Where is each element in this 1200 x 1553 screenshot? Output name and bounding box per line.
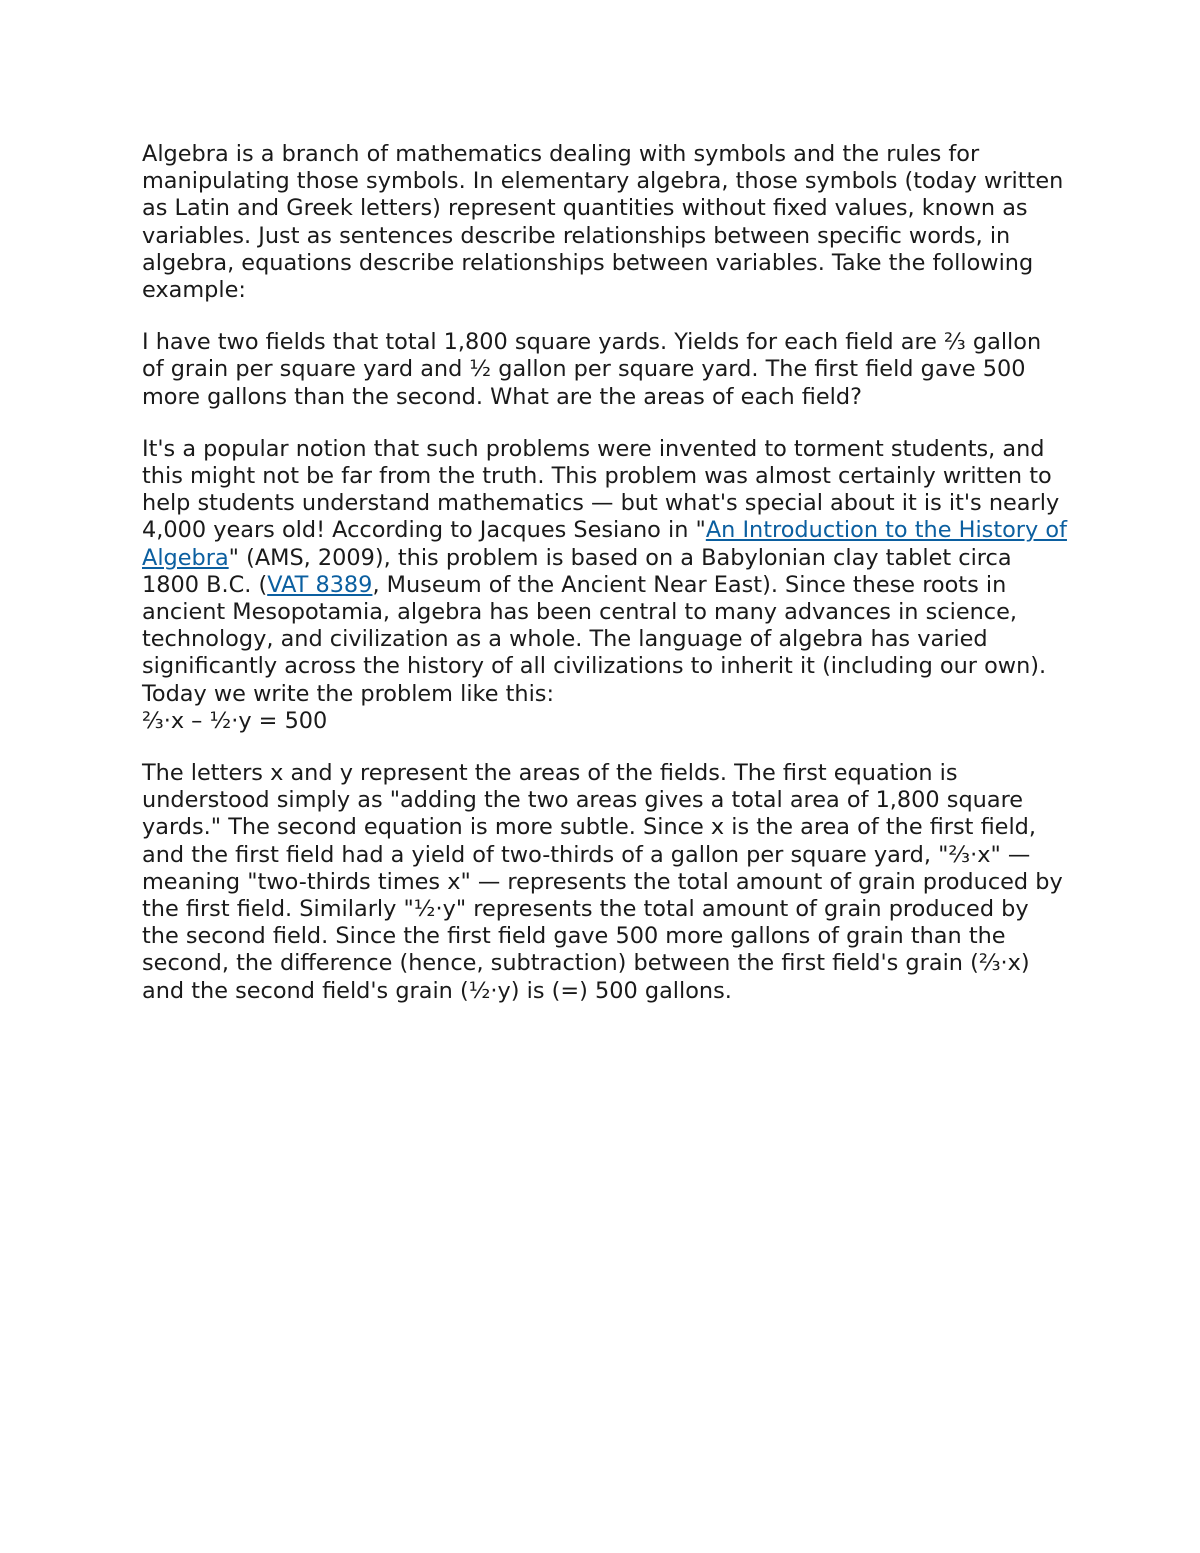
document-body bbox=[142, 141, 1067, 1030]
equation-line: ⅔·x – ½·y = 500 bbox=[142, 707, 328, 734]
paragraph-explanation: The letters x and y represent the areas of the fields. The first equation is understood simply as "adding the two areas gives a total area of 1,800 square yards." The second equation is more subtle. Since x is the area of the first field, and the first field had a yield of two-thirds of a gallon per square yard, "⅔·x" — meaning "two-thirds times x" — represents the total amount of grain produced by the first field. Similarly "½·y" represents the total amount of grain produced by the second field. Since the first field gave 500 more gallons of grain than the second, the difference (hence, subtraction) between the first field's grain (⅔·x) and the second field's grain (½·y) is (=) 500 gallons. bbox=[142, 760, 1063, 1004]
paragraph-intro: Algebra is a branch of mathematics dealing with symbols and the rules for manipulating those symbols. In elementary algebra, those symbols (today written as Latin and Greek letters) represent quantities without fixed values, known as variables. Just as sentences describe relationships between specific words, in algebra, equations describe relationships between variables. Take the following example: bbox=[142, 141, 1064, 304]
history-text-part-2: " (AMS, 2009), this problem is based on a Babylonian clay tablet circa 1800 B.C. ( bbox=[142, 544, 1012, 598]
link-vat-8389[interactable]: VAT 8389 bbox=[267, 571, 373, 598]
history-text-part-3: , Museum of the Ancient Near East). Since these roots in ancient Mesopotamia, algebra has been central to many advances in science, technology, and civilization as a whole. The language of algebra has varied significantly across the history of all civilizations to inherit it (including our own). Today we write the problem like this: bbox=[142, 571, 1047, 707]
paragraph-example-problem: I have two fields that total 1,800 square yards. Yields for each field are ⅔ gallon of grain per square yard and ½ gallon per square yard. The first field gave 500 more gallons than the second. What are the areas of each field? bbox=[142, 329, 1042, 410]
history-text-part-1: It's a popular notion that such problems were invented to torment students, and this might not be far from the truth. This problem was almost certainly written to help students understand mathematics — but what's special about it is it's nearly 4,000 years old! According to Jacques Sesiano in " bbox=[142, 435, 1060, 544]
link-intro-history-algebra[interactable]: An Introduction to the History of Algebra bbox=[142, 517, 1067, 571]
paragraph-history bbox=[142, 436, 1067, 708]
